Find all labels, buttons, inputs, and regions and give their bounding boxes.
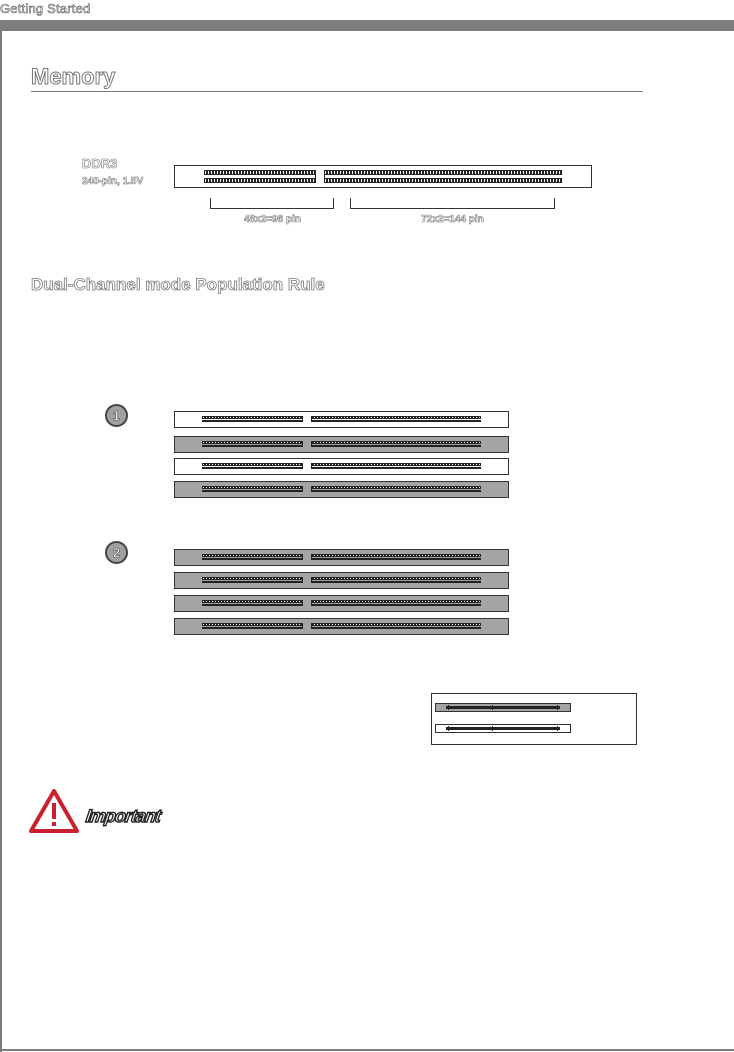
- left-rule: [0, 31, 2, 1052]
- dimm-slot-1-2: [174, 436, 509, 453]
- module-type: DDR3: [82, 156, 118, 171]
- memory-heading: Memory: [31, 64, 116, 89]
- pin-label-left: 48x2=96 pin: [244, 214, 301, 225]
- running-head: Getting Started: [0, 1, 91, 16]
- left-pin-bracket: [210, 198, 334, 209]
- dimm-slot-1-4: [174, 481, 509, 498]
- step-badge-2: 2: [105, 541, 128, 564]
- ddr3-module-diagram: [174, 165, 592, 188]
- heading-rule: [31, 91, 643, 92]
- module-spec: 240-pin, 1.5V: [82, 176, 144, 187]
- legend-slot-empty: [435, 724, 571, 733]
- warning-triangle-icon: [28, 788, 80, 834]
- dimm-slot-1-3: [174, 458, 509, 475]
- step-badge-1: 1: [105, 404, 128, 427]
- dimm-slot-2-4: [174, 618, 509, 635]
- important-label: Important: [84, 806, 162, 826]
- dimm-slot-2-1: [174, 549, 509, 566]
- right-pin-bracket: [350, 198, 555, 209]
- pin-label-right: 72x2=144 pin: [421, 214, 484, 225]
- dimm-slot-2-3: [174, 595, 509, 612]
- dimm-slot-2-2: [174, 572, 509, 589]
- dimm-slot-1-1: [174, 411, 509, 428]
- bottom-rule: [0, 1049, 734, 1051]
- header-bar: [0, 20, 734, 31]
- legend-slot-installed: [435, 703, 571, 712]
- dual-channel-heading: Dual-Channel mode Population Rule: [31, 275, 325, 294]
- slot-legend: [431, 693, 637, 745]
